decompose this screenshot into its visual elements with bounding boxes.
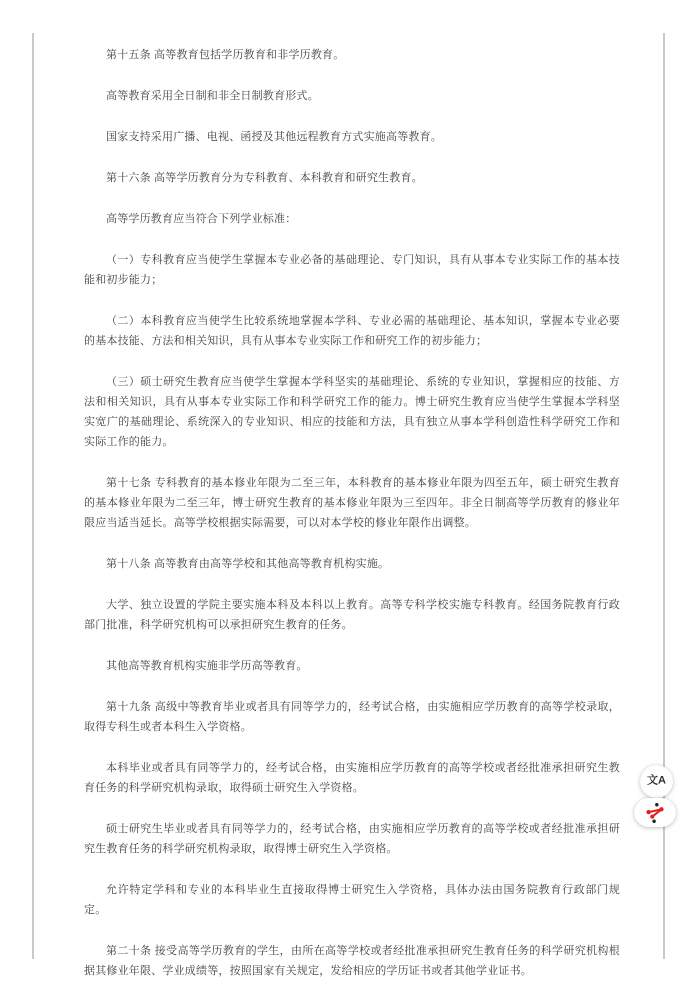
law-paragraph: 第二十条 接受高等学历教育的学生，由所在高等学校或者经批准承担研究生教育任务的科学研究机构根据其修业年限、学业成绩等，按照国家有关规定，发给相应的学历证书或者其他学业证书。	[84, 945, 620, 977]
law-paragraph: 高等教育采用全日制和非全日制教育形式。	[106, 90, 319, 102]
law-paragraph: （二）本科教育应当使学生比较系统地掌握本学科、专业必需的基础理论、基本知识，掌握本专业必要的基本技能、方法和相关知识，具有从事本专业实际工作和研究工作的初步能力；	[84, 315, 620, 347]
law-paragraph: （一）专科教育应当使学生掌握本专业必备的基础理论、专门知识，具有从事本专业实际工作的基本技能和初步能力；	[84, 254, 620, 286]
law-paragraph: 高等学历教育应当符合下列学业标准：	[106, 213, 297, 225]
network-graph-icon	[644, 802, 666, 824]
translate-fab-button[interactable]	[640, 765, 673, 798]
network-fab-button[interactable]	[634, 798, 676, 827]
law-paragraph: 允许特定学科和专业的本科毕业生直接取得博士研究生入学资格，具体办法由国务院教育行政部门规定。	[84, 884, 620, 916]
law-paragraph: 第十七条 专科教育的基本修业年限为二至三年，本科教育的基本修业年限为四至五年，硕士研究生教育的基本修业年限为二至三年，博士研究生教育的基本修业年限为三至四年。非全日制高等学历教育的修业年限应当适当延长。高等学校根据实际需要，可以对本学校的修业年限作出调整。	[84, 477, 620, 529]
law-paragraph: 硕士研究生毕业或者具有同等学力的，经考试合格，由实施相应学历教育的高等学校或者经批准承担研究生教育任务的科学研究机构录取，取得博士研究生入学资格。	[84, 823, 620, 855]
law-paragraph: 第十八条 高等教育由高等学校和其他高等教育机构实施。	[106, 558, 390, 570]
law-paragraph: 本科毕业或者具有同等学力的，经考试合格，由实施相应学历教育的高等学校或者经批准承担研究生教育任务的科学研究机构录取，取得硕士研究生入学资格。	[84, 762, 620, 794]
law-paragraph: 国家支持采用广播、电视、函授及其他远程教育方式实施高等教育。	[106, 131, 442, 143]
law-paragraph: 第十六条 高等学历教育分为专科教育、本科教育和研究生教育。	[106, 172, 423, 184]
law-paragraph: 其他高等教育机构实施非学历高等教育。	[106, 660, 308, 672]
document-page	[32, 33, 665, 977]
translate-icon: 文A	[647, 774, 666, 787]
law-paragraph: 第十五条 高等教育包括学历教育和非学历教育。	[106, 49, 345, 61]
law-paragraph: （三）硕士研究生教育应当使学生掌握本学科坚实的基础理论、系统的专业知识，掌握相应的技能、方法和相关知识，具有从事本专业实际工作和科学研究工作的能力。博士研究生教育应当使学生掌握本学科坚实宽广的基础理论、系统深入的专业知识、相应的技能和方法，具有独立从事本学科创造性科学研究工作和实际工作的能力。	[84, 376, 620, 448]
law-paragraph: 大学、独立设置的学院主要实施本科及本科以上教育。高等专科学校实施专科教育。经国务院教育行政部门批准，科学研究机构可以承担研究生教育的任务。	[84, 599, 620, 631]
law-paragraph: 第十九条 高级中等教育毕业或者具有同等学力的，经考试合格，由实施相应学历教育的高等学校录取，取得专科生或者本科生入学资格。	[84, 701, 620, 733]
